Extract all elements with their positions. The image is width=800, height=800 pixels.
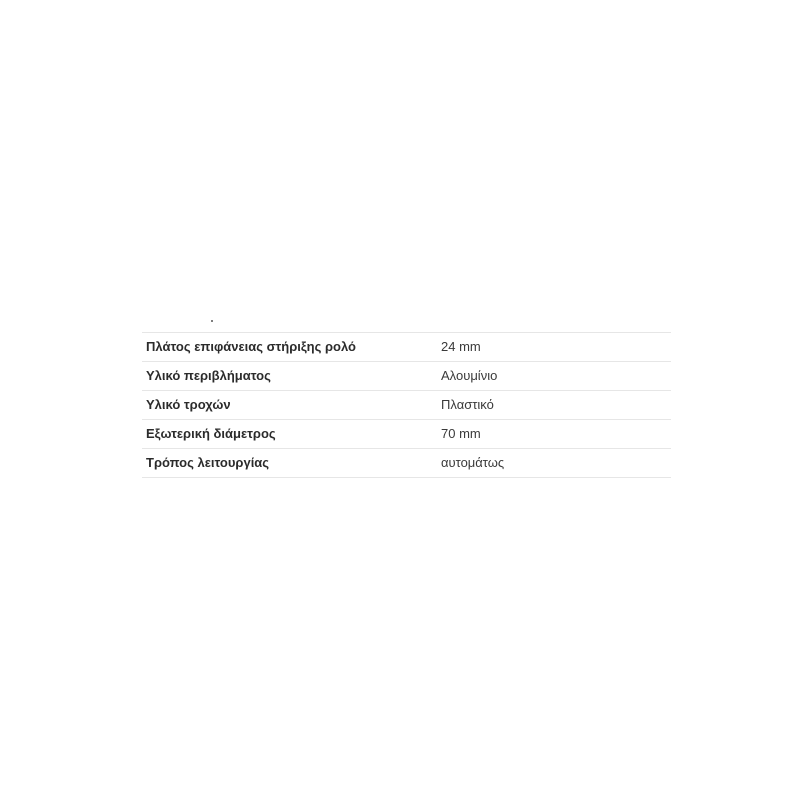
spec-label: Πλάτος επιφάνειας στήριξης ρολό xyxy=(146,339,356,354)
table-row xyxy=(142,391,671,420)
table-row xyxy=(142,420,671,449)
table-row xyxy=(142,362,671,391)
spec-value: Πλαστικό xyxy=(441,397,494,412)
specifications-table xyxy=(142,332,671,478)
specifications-section xyxy=(142,316,671,478)
spec-value: Αλουμίνιο xyxy=(441,368,498,383)
spec-label: Τρόπος λειτουργίας xyxy=(146,455,270,470)
spec-label: Υλικό τροχών xyxy=(146,397,231,412)
spec-value: αυτομάτως xyxy=(441,455,505,470)
table-row xyxy=(142,449,671,478)
spec-value: 24 mm xyxy=(441,339,481,354)
spec-label: Υλικό περιβλήματος xyxy=(146,368,271,383)
spec-value: 70 mm xyxy=(441,426,481,441)
spec-label: Εξωτερική διάμετρος xyxy=(146,426,276,441)
table-row xyxy=(142,333,671,362)
